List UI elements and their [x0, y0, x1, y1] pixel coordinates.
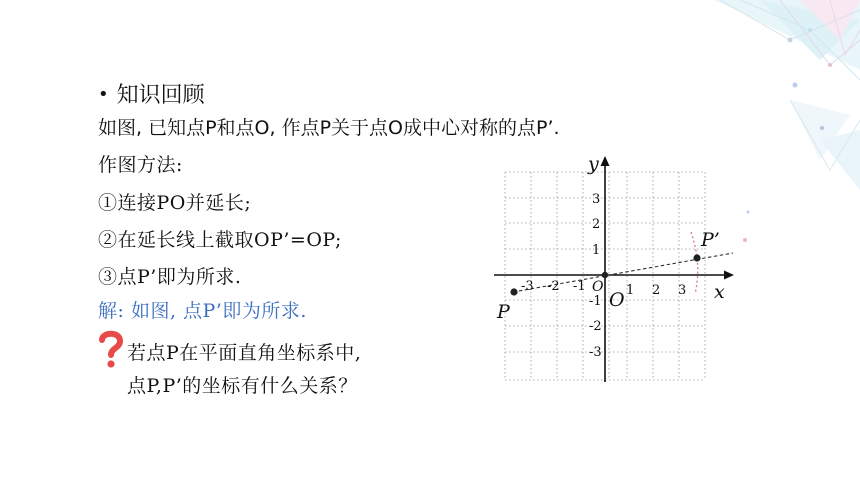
solution-text: 解: 如图, 点P’即为所求.	[98, 300, 307, 322]
intro-text: 如图, 已知点P和点O, 作点P关于点O成中心对称的点P’.	[98, 117, 560, 139]
x-tick-label: 1	[626, 283, 635, 298]
point-p-prime-label: P’	[701, 229, 720, 251]
y-tick-label: 2	[592, 217, 601, 232]
question-line-2: 点P,P’的坐标有什么关系？	[127, 375, 358, 397]
section-heading	[98, 78, 205, 109]
x-tick-label: 3	[678, 283, 687, 298]
point-p	[510, 288, 517, 295]
compass-arc	[691, 232, 698, 294]
bullet-icon: •	[98, 84, 109, 105]
x-tick-label: -1	[573, 279, 586, 294]
x-tick-label: -2	[547, 279, 560, 294]
step-2: ②在延长线上截取OP’=OP;	[98, 229, 342, 251]
x-axis-arrow-icon	[724, 271, 734, 280]
y-tick-label: 3	[592, 192, 601, 207]
y-tick-label: -3	[589, 345, 602, 360]
heading-text: 知识回顾	[116, 83, 205, 108]
point-o	[602, 272, 608, 278]
question-line-1: 若点P在平面直角坐标系中,	[127, 342, 362, 364]
y-axis-arrow-icon	[601, 156, 610, 166]
y-tick-label: 1	[592, 243, 601, 258]
x-tick-label: -3	[521, 279, 534, 294]
step-1: ①连接PO并延长;	[98, 192, 252, 214]
y-tick-label: -1	[589, 294, 602, 309]
y-tick-label: -2	[589, 319, 602, 334]
x-tick-label: 2	[652, 283, 661, 298]
coordinate-graph	[488, 154, 748, 384]
x-axis-label: x	[714, 281, 725, 303]
steps-title: 作图方法:	[98, 154, 183, 176]
question-mark-icon	[97, 329, 125, 369]
y-axis-label: y	[588, 154, 599, 175]
origin-label-large: O	[609, 289, 625, 311]
point-p-label: P	[497, 301, 510, 323]
step-3: ③点P’即为所求.	[98, 266, 242, 288]
point-p-prime	[693, 254, 700, 261]
origin-label: O	[592, 279, 604, 295]
